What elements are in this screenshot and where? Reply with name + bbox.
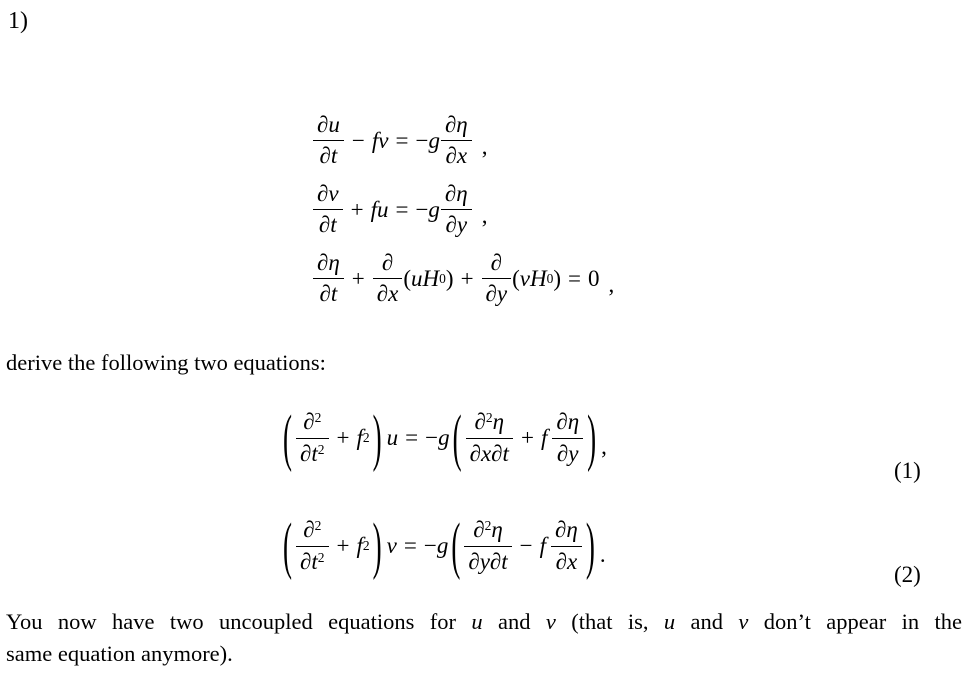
fraction-d2eta-dxdt [466,409,513,467]
big-left-paren: ( [452,401,462,473]
numerator: ∂η [444,112,468,137]
paragraph-line-1 [6,606,962,638]
closing-paragraph [6,606,962,670]
fraction-deta-dy [441,181,472,239]
equals-sign: = [403,533,417,558]
variable-f: f [539,533,547,558]
superscript-two: 2 [485,410,493,426]
subscript-zero: 0 [546,270,554,286]
fraction-deta-dt [313,250,344,308]
partial-t: ∂t [300,440,318,466]
text-segment: (that is, [555,609,664,634]
variable-g: g [436,533,449,558]
variable-f: f [540,425,548,450]
variable-u: u [471,609,483,634]
variable-u: u [386,425,399,450]
superscript-two: 2 [484,518,492,534]
denominator: ∂t [313,209,343,238]
operator-plus: + [350,196,364,222]
term-fu: fu [370,196,389,222]
denominator [296,546,329,575]
operator-minus: − [351,127,365,153]
term-vH: vH [519,265,547,291]
numerator: ∂η [317,249,340,275]
left-paren: ( [512,265,520,291]
superscript-two: 2 [362,538,370,553]
negative-sign: − [425,425,439,450]
text-segment: and [482,609,546,634]
operator-plus: + [336,425,350,450]
fraction-du-dt [313,112,344,170]
operator-plus: + [336,533,350,558]
equals-sign: = [568,265,582,291]
partial-t: ∂t [300,548,318,574]
variable-g: g [438,425,450,450]
denominator: ∂y [482,278,512,307]
superscript-two: 2 [317,441,325,457]
fraction-d2eta-dydt [464,517,511,575]
denominator: ∂y∂t [464,546,511,575]
variable-f: f [356,425,363,450]
big-left-paren: ( [283,401,292,473]
comma: , [608,271,615,297]
numerator: ∂η [555,517,578,543]
operator-plus: + [460,265,474,291]
big-right-paren: ) [587,401,597,473]
comma: , [481,202,488,228]
equation-1-label: (1) [894,458,921,483]
denominator [296,438,329,467]
comma: , [601,434,607,459]
denominator: ∂t [313,140,344,169]
fraction-deta-dx [551,517,582,575]
operator-minus: − [519,533,533,558]
variable-g: g [428,127,440,153]
denominator: ∂x [441,140,472,169]
term-fv: fv [371,127,389,153]
equation-momentum-y [312,181,614,239]
numerator: ∂η [556,409,580,435]
negative-sign: − [415,127,429,153]
denominator: ∂x∂t [466,438,513,467]
numerator [466,409,513,437]
fraction-deta-dy [552,409,583,467]
equation-uncoupled-u [280,398,607,478]
variable-u: u [663,609,676,634]
text-segment: and [675,609,739,634]
variable-f: f [356,533,363,558]
term-uH: uH [411,265,440,291]
numerator: ∂u [317,112,340,137]
big-right-paren: ) [372,401,382,473]
fraction-deta-dx [441,112,472,170]
superscript-two: 2 [314,518,322,534]
given-equations-block [312,112,614,319]
left-paren: ( [403,265,412,291]
partial-symbol: ∂ [473,517,485,543]
denominator: ∂x [373,278,403,307]
operator-plus: + [351,265,365,291]
variable-v: v [545,609,556,634]
comma: , [481,133,488,159]
variable-g: g [428,196,440,222]
zero: 0 [588,265,600,291]
numerator [296,409,329,437]
right-paren: ) [553,265,562,291]
superscript-two: 2 [362,430,370,445]
denominator: ∂y [552,438,583,467]
eta-symbol: η [492,409,505,435]
fraction-d-dx [373,250,403,308]
big-left-paren: ( [283,509,292,581]
numerator [464,517,511,545]
numerator: ∂ [381,249,394,275]
denominator: ∂t [313,278,344,307]
equals-sign: = [395,127,409,153]
partial-symbol: ∂ [303,517,315,543]
item-number: 1) [8,8,28,34]
numerator: ∂ [490,249,503,275]
right-paren: ) [445,265,454,291]
fraction-d2-dt2 [296,409,329,467]
numerator: ∂η [444,180,468,206]
equation-uncoupled-v [280,506,606,586]
partial-symbol: ∂ [474,409,486,435]
numerator: ∂v [317,180,339,206]
variable-v: v [738,609,749,634]
big-right-paren: ) [372,509,382,581]
equals-sign: = [395,196,409,222]
paragraph-line-2: same equation anymore). [6,640,233,666]
equation-continuity [312,250,614,308]
eta-symbol: η [491,517,503,543]
period: . [599,542,606,567]
partial-symbol: ∂ [303,409,315,435]
superscript-two: 2 [314,410,322,426]
numerator [296,517,329,545]
derive-text: derive the following two equations: [6,350,326,375]
big-right-paren: ) [585,509,595,581]
operator-plus: + [520,425,534,450]
negative-sign: − [423,533,437,558]
fraction-dv-dt [313,181,343,239]
fraction-d-dy [482,250,512,308]
subscript-zero: 0 [439,270,446,286]
negative-sign: − [415,196,429,222]
text-segment: don’t appear in the [748,609,962,634]
variable-v: v [386,533,397,558]
superscript-two: 2 [317,549,325,565]
fraction-d2-dt2 [296,517,329,575]
text-segment: You now have two uncoupled equations for [6,609,472,634]
equation-momentum-x [312,112,614,170]
denominator: ∂y [441,209,472,238]
denominator: ∂x [551,546,582,575]
equation-2-label: (2) [894,562,921,587]
big-left-paren: ( [451,509,461,581]
equals-sign: = [405,425,419,450]
